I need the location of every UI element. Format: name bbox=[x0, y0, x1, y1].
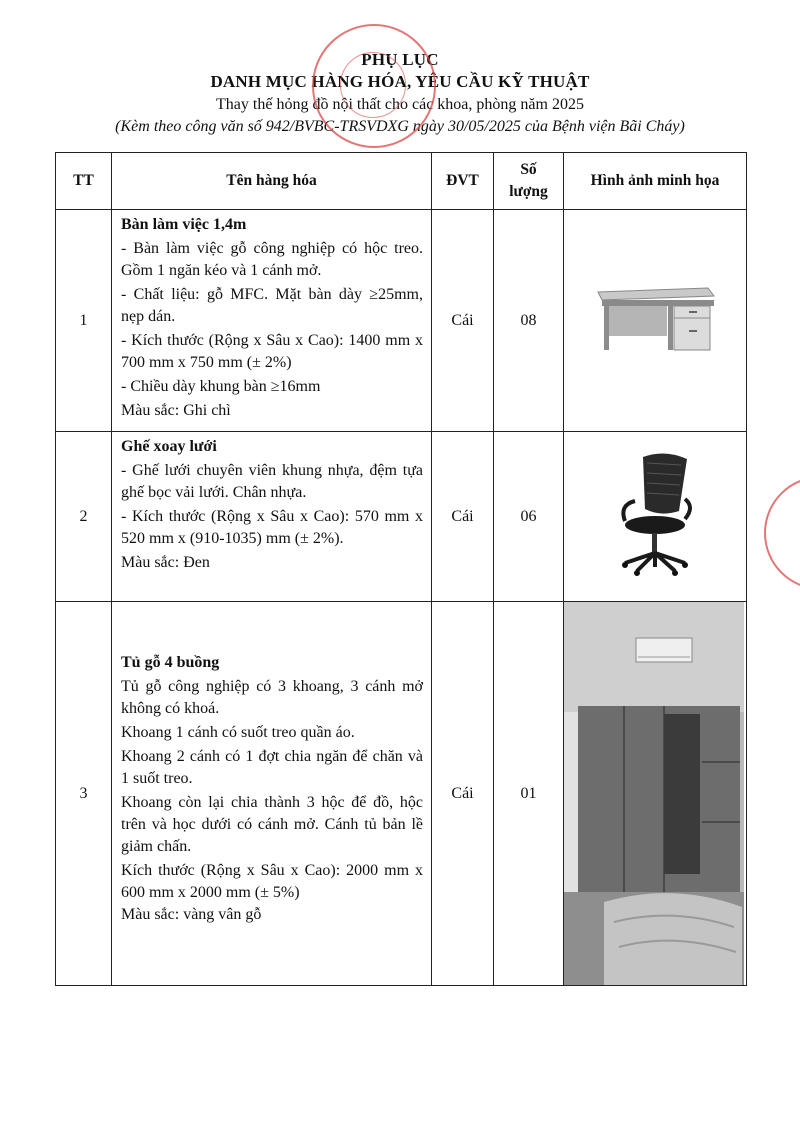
spec-line: Màu sắc: Ghi chì bbox=[121, 402, 231, 419]
col-header-image: Hình ảnh minh họa bbox=[564, 153, 747, 210]
spec-line: - Chiều dày khung bàn ≥16mm bbox=[121, 378, 321, 395]
row-number: 3 bbox=[56, 602, 112, 986]
col-header-qty bbox=[494, 153, 564, 210]
item-name: Ghế xoay lưới bbox=[121, 438, 217, 455]
wardrobe-photo bbox=[564, 602, 744, 985]
spec-line: - Bàn làm việc gỗ công nghiệp có hộc treo. Gồm 1 ngăn kéo và 1 cánh mở. bbox=[121, 240, 423, 279]
table-header-row bbox=[56, 153, 747, 210]
spec-line: - Chất liệu: gỗ MFC. Mặt bàn dày ≥25mm, nẹp dán. bbox=[121, 286, 423, 325]
document-reference: (Kèm theo công văn số 942/BVBC-TRSVDXG ngày 30/05/2025 của Bệnh viện Bãi Cháy) bbox=[115, 118, 685, 135]
document-subtitle: Thay thế hỏng đồ nội thất cho các khoa, phòng năm 2025 bbox=[216, 96, 584, 113]
table-row bbox=[56, 210, 747, 432]
item-description bbox=[112, 602, 432, 986]
col-header-unit: ĐVT bbox=[432, 153, 494, 210]
spec-line: Khoang còn lại chia thành 3 hộc để đồ, hộc trên và học dưới có cánh mở. Cánh tủ bản lề giảm chấn. bbox=[121, 794, 423, 855]
item-unit: Cái bbox=[432, 602, 494, 986]
table-row bbox=[56, 602, 747, 986]
row-number: 2 bbox=[56, 432, 112, 602]
office-desk-image bbox=[590, 278, 720, 358]
item-name: Bàn làm việc 1,4m bbox=[121, 216, 247, 233]
col-header-name: Tên hàng hóa bbox=[112, 153, 432, 210]
table-row bbox=[56, 432, 747, 602]
spec-line: Kích thước (Rộng x Sâu x Cao): 2000 mm x 600 mm x 2000 mm (± 5%) bbox=[121, 862, 423, 901]
spec-line: Tủ gỗ công nghiệp có 3 khoang, 3 cánh mở không có khoá. bbox=[121, 678, 423, 717]
spec-line: Khoang 2 cánh có 1 đợt chia ngăn để chăn và 1 suốt treo. bbox=[121, 748, 423, 787]
item-description bbox=[112, 432, 432, 602]
spec-line: Màu sắc: vàng vân gỗ bbox=[121, 906, 262, 923]
spec-line: - Ghế lưới chuyên viên khung nhựa, đệm tựa ghế bọc vải lưới. Chân nhựa. bbox=[121, 462, 423, 501]
item-image-cell bbox=[564, 602, 747, 986]
spec-line: - Kích thước (Rộng x Sâu x Cao): 570 mm x 520 mm x (910-1035) mm (± 2%). bbox=[121, 508, 423, 547]
spec-line: Màu sắc: Đen bbox=[121, 554, 210, 571]
item-quantity: 06 bbox=[494, 432, 564, 602]
goods-table bbox=[55, 152, 747, 986]
row-number: 1 bbox=[56, 210, 112, 432]
item-quantity: 08 bbox=[494, 210, 564, 432]
mesh-chair-image bbox=[605, 449, 705, 579]
item-unit: Cái bbox=[432, 432, 494, 602]
appendix-title: PHỤ LỤC bbox=[361, 50, 439, 69]
item-image-cell bbox=[564, 210, 747, 432]
col-header-tt: TT bbox=[56, 153, 112, 210]
item-image-cell bbox=[564, 432, 747, 602]
item-name: Tủ gỗ 4 buồng bbox=[121, 654, 220, 671]
item-unit: Cái bbox=[432, 210, 494, 432]
spec-line: Khoang 1 cánh có suốt treo quần áo. bbox=[121, 724, 355, 741]
spec-line: - Kích thước (Rộng x Sâu x Cao): 1400 mm x 700 mm x 750 mm (± 2%) bbox=[121, 332, 423, 371]
document-title: DANH MỤC HÀNG HÓA, YÊU CẦU KỸ THUẬT bbox=[210, 72, 590, 91]
col-header-qty-label: Số lượng bbox=[509, 161, 548, 200]
item-quantity: 01 bbox=[494, 602, 564, 986]
item-description bbox=[112, 210, 432, 432]
